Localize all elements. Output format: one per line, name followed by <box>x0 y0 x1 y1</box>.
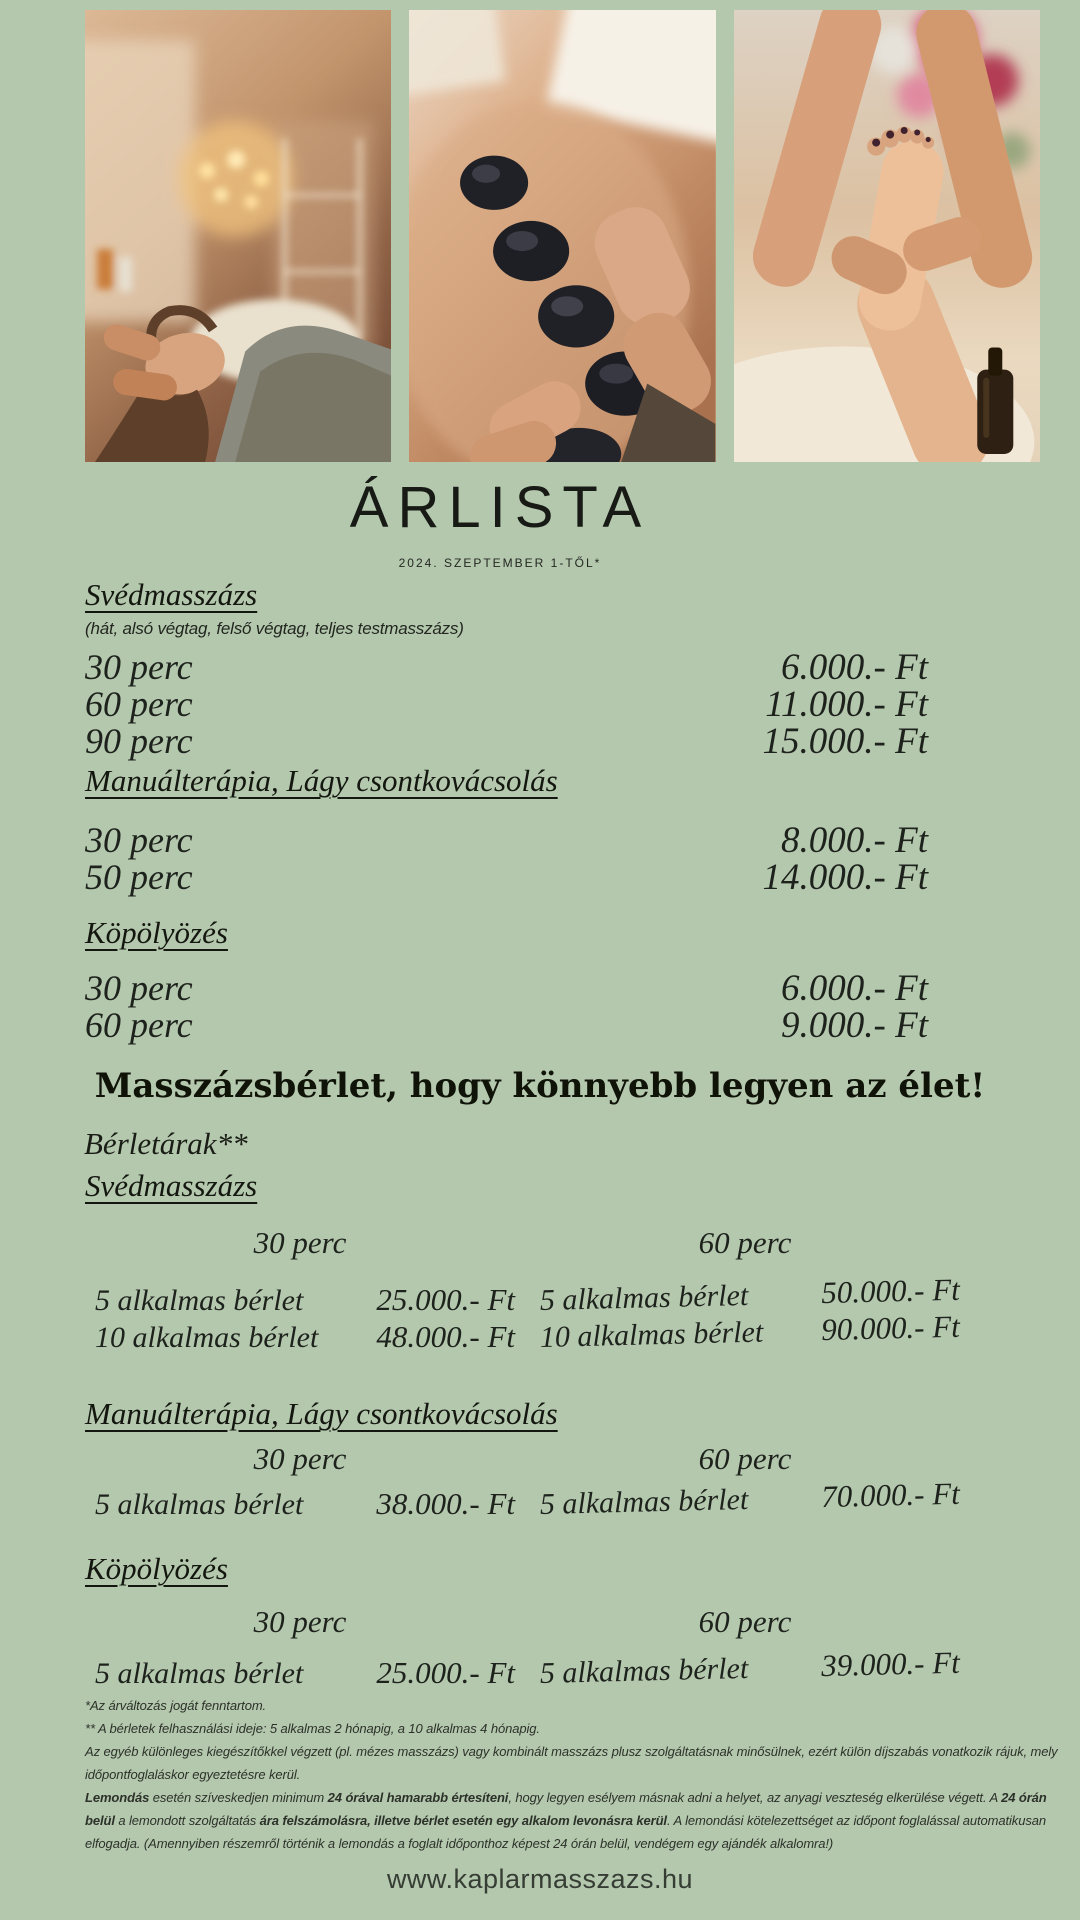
pass-row <box>85 1282 515 1319</box>
pass-column-30 <box>85 1226 515 1356</box>
price-rows <box>85 822 928 896</box>
duration-label: 60 perc <box>85 684 193 724</box>
pass-prices-label: Bérletárak** <box>84 1126 248 1161</box>
column-duration: 60 perc <box>698 1604 792 1639</box>
footnote-pass-validity: ** A bérletek felhasználási ideje: 5 alkalmas 2 hónapig, a 10 alkalmas 4 hónapig. <box>85 1721 540 1736</box>
price-row <box>85 649 928 686</box>
footnote-price-change: *Az árváltozás jogát fenntartom. <box>85 1698 267 1713</box>
pass-price: 70.000.- Ft <box>820 1475 961 1515</box>
duration-label: 90 perc <box>85 721 193 761</box>
pass-label: 5 alkalmas bérlet <box>539 1651 749 1691</box>
pass-columns <box>85 1605 975 1692</box>
pass-rows <box>85 1655 515 1692</box>
price-value: 11.000.- Ft <box>765 684 928 725</box>
pass-label: 5 alkalmas bérlet <box>539 1482 749 1522</box>
pass-column-30 <box>85 1605 515 1692</box>
price-value: 15.000.- Ft <box>762 721 928 762</box>
pass-rows <box>530 1271 961 1356</box>
duration-label: 30 perc <box>85 647 193 687</box>
pass-group-kopolyozes <box>85 1551 975 1692</box>
pass-price: 50.000.- Ft <box>820 1271 961 1311</box>
pass-price: 25.000.- Ft <box>376 1282 515 1317</box>
pass-price: 38.000.- Ft <box>376 1486 515 1521</box>
pass-label: 5 alkalmas bérlet <box>539 1278 749 1318</box>
pass-column-30 <box>85 1442 515 1523</box>
section-title: Svédmasszázs <box>85 577 258 612</box>
duration-label: 60 perc <box>85 1005 193 1045</box>
page-title: ÁRLISTA <box>349 475 651 540</box>
price-value: 14.000.- Ft <box>762 857 928 898</box>
footnote-cancellation: Lemondás esetén szíveskedjen minimum 24 órával hamarabb értesíteni, hogy legyen esélyem másnak adni a helyet, az anyagi veszteség elkerülése végett. A 24 órán belül a lemondott szolgáltatás ára felszámolásra, illetve bérlet esetén egy alkalom levonásra kerül. A lemondási kötelezettséget az időpont foglalással automatikusan elfogadja. (Amennyiben részemről történik a lemondás a foglalt időponthoz képest 24 órán belül, vendégem egy ajándék alkalomra!) <box>85 1790 1047 1851</box>
pass-group-title: Svédmasszázs <box>85 1168 258 1203</box>
pass-columns <box>85 1442 975 1523</box>
pass-group-title: Köpölyözés <box>85 1551 228 1586</box>
section-title: Manuálterápia, Lágy csontkovácsolás <box>85 763 558 798</box>
pass-columns <box>85 1226 975 1356</box>
duration-label: 30 perc <box>85 820 193 860</box>
pass-column-60 <box>530 1605 975 1692</box>
column-duration: 60 perc <box>698 1441 792 1476</box>
head-massage-photo <box>85 10 391 462</box>
price-value: 8.000.- Ft <box>781 820 928 861</box>
pass-group-svedmasszazs <box>85 1168 975 1356</box>
pass-label: 10 alkalmas bérlet <box>539 1315 764 1355</box>
pass-row <box>85 1655 515 1692</box>
website-url[interactable]: www.kaplarmasszazs.hu <box>386 1864 694 1894</box>
price-value: 6.000.- Ft <box>781 647 928 688</box>
price-row <box>85 859 928 896</box>
price-rows <box>85 649 928 760</box>
hot-stone-massage-photo <box>409 10 715 462</box>
footnotes <box>85 1694 1075 1855</box>
pass-column-60 <box>530 1442 975 1523</box>
price-rows <box>85 970 928 1044</box>
section-title: Köpölyözés <box>85 915 228 950</box>
price-row <box>85 723 928 760</box>
column-duration: 30 perc <box>253 1604 347 1639</box>
photo-strip <box>85 10 1040 462</box>
price-row <box>85 686 928 723</box>
price-row <box>85 1007 928 1044</box>
effective-date: 2024. SZEPTEMBER 1-TŐL* <box>398 556 602 570</box>
pass-rows <box>530 1475 961 1523</box>
section-manualterapia <box>85 762 928 896</box>
pass-price: 48.000.- Ft <box>376 1319 515 1354</box>
passes-headline: Masszázsbérlet, hogy könnyebb legyen az élet! <box>94 1066 986 1106</box>
pass-label: 5 alkalmas bérlet <box>95 1284 304 1317</box>
pass-row <box>85 1486 515 1523</box>
pass-column-60 <box>530 1226 975 1356</box>
duration-label: 50 perc <box>85 857 193 897</box>
price-row <box>85 970 928 1007</box>
pass-rows <box>85 1486 515 1523</box>
pass-price: 39.000.- Ft <box>820 1644 961 1684</box>
pass-rows <box>85 1282 515 1356</box>
pass-row <box>85 1319 515 1356</box>
pass-price: 90.000.- Ft <box>820 1308 961 1348</box>
price-value: 6.000.- Ft <box>781 968 928 1009</box>
foot-massage-photo <box>734 10 1040 462</box>
section-subtitle: (hát, alsó végtag, felső végtag, teljes testmasszázs) <box>85 619 464 638</box>
section-kopolyozes <box>85 914 928 1044</box>
pass-rows <box>530 1644 961 1692</box>
pass-label: 10 alkalmas bérlet <box>95 1321 319 1354</box>
pass-label: 5 alkalmas bérlet <box>95 1657 304 1690</box>
pass-price: 25.000.- Ft <box>376 1655 515 1690</box>
pass-group-title: Manuálterápia, Lágy csontkovácsolás <box>85 1396 558 1431</box>
column-duration: 30 perc <box>253 1441 347 1476</box>
column-duration: 30 perc <box>253 1225 347 1260</box>
column-duration: 60 perc <box>698 1225 792 1260</box>
price-value: 9.000.- Ft <box>781 1005 928 1046</box>
price-row <box>85 822 928 859</box>
pass-row <box>529 1476 960 1523</box>
section-svedmasszazs <box>85 576 928 760</box>
pass-row <box>529 1645 960 1692</box>
pass-group-manualterapia <box>85 1396 975 1523</box>
footnote-extras: Az egyéb különleges kiegészítőkkel végzett (pl. mézes masszázs) vagy kombinált masszázs plusz szolgáltatásnak minősülnek, ezért külön díjszabás vonatkozik rájuk, mely időpontfoglaláskor egyeztetésre kerül. <box>85 1744 1058 1782</box>
pass-label: 5 alkalmas bérlet <box>95 1488 304 1521</box>
duration-label: 30 perc <box>85 968 193 1008</box>
